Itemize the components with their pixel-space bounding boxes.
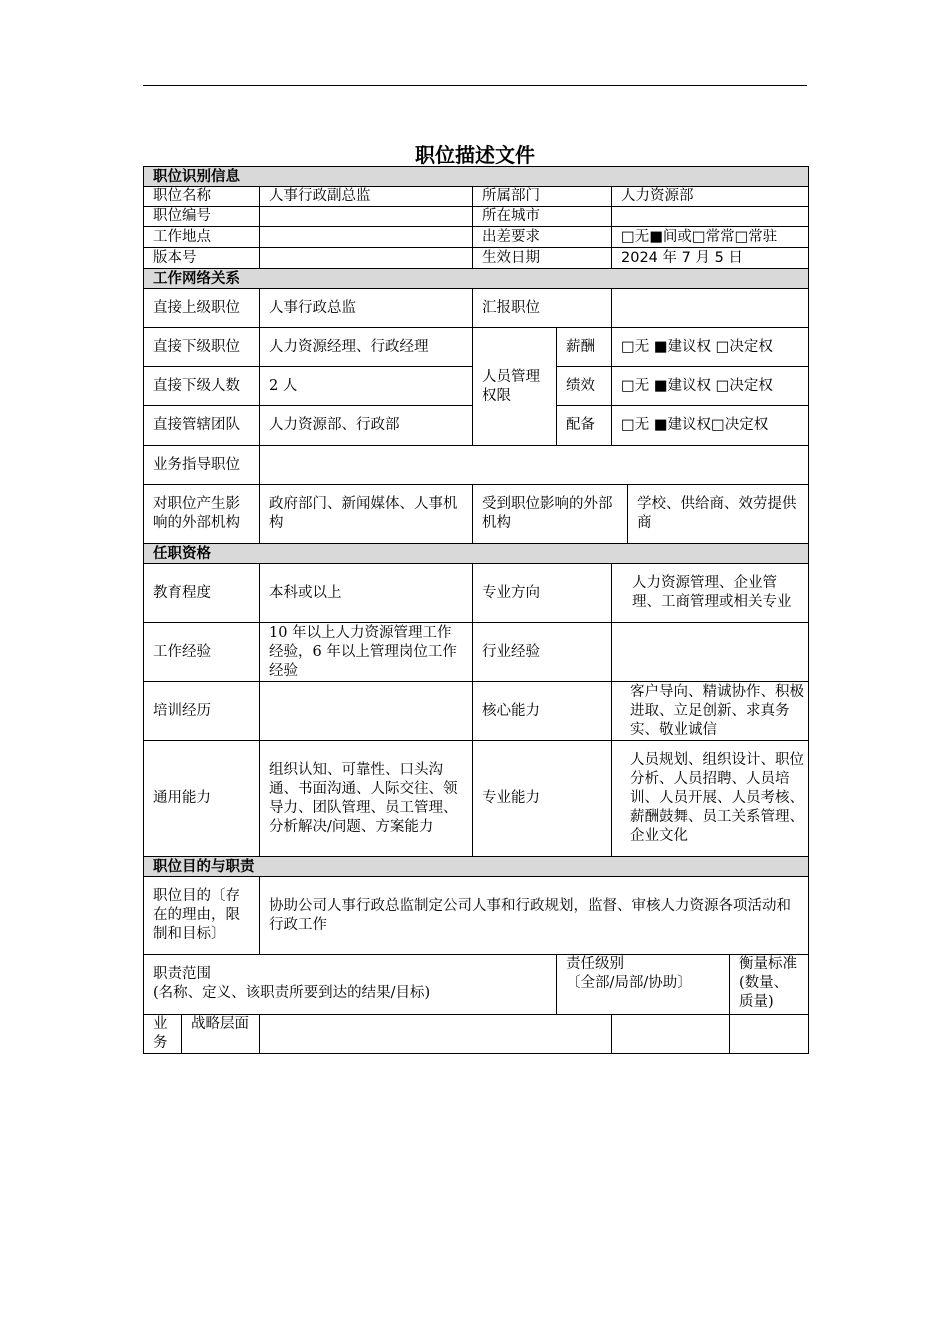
travel-label: 出差要求: [473, 227, 612, 248]
perf-auth: □无 ■建议权 □决定权: [612, 367, 809, 406]
direct-sub-value: 人力资源经理、行政经理: [260, 328, 473, 367]
major-label: 专业方向: [473, 564, 612, 623]
direct-sub-label: 直接下级职位: [144, 328, 260, 367]
section-purpose: 职位目的与职责: [144, 857, 809, 877]
work-location-value: [260, 227, 473, 248]
core-value: 客户导向、精诚协作、积极进取、立足创新、求真务实、敬业诚信: [612, 682, 809, 741]
ext-affected-label: 受到职位影响的外部机构: [473, 485, 628, 544]
sub-count-label: 直接下级人数: [144, 367, 260, 406]
industry-value: [612, 623, 809, 682]
purpose-label: 职位目的〔存在的理由，限制和目标〕: [144, 877, 260, 955]
staff-mgmt-label: 人员管理权限: [473, 328, 557, 446]
education-label: 教育程度: [144, 564, 260, 623]
scope-label: 职责范围: [153, 966, 211, 982]
salary-label: 薪酬: [557, 328, 612, 367]
industry-label: 行业经验: [473, 623, 612, 682]
section-network: 工作网络关系: [144, 269, 809, 289]
education-value: 本科或以上: [260, 564, 473, 623]
ext-affected-value: 学校、供给商、效劳提供商: [628, 485, 809, 544]
level-sub: 〔全部/局部/协助〕: [566, 975, 692, 991]
strategy-measure-cell: [730, 1015, 809, 1054]
guidance-value: [260, 446, 809, 485]
staffing-auth: □无 ■建议权□决定权: [612, 406, 809, 446]
level-header: [557, 955, 730, 1015]
training-label: 培训经历: [144, 682, 260, 741]
position-code-value: [260, 207, 473, 227]
ext-affect-value: 政府部门、新闻媒体、人事机构: [260, 485, 473, 544]
experience-value: 10 年以上人力资源管理工作经验，6 年以上管理岗位工作经验: [260, 623, 473, 682]
work-location-label: 工作地点: [144, 227, 260, 248]
scope-sub: (名称、定义、该职责所要到达的结果/目标): [153, 985, 431, 1001]
staffing-label: 配备: [557, 406, 612, 446]
effective-date-value: 2024 年 7 月 5 日: [612, 248, 809, 269]
job-description-table: [143, 166, 809, 1054]
version-label: 版本号: [144, 248, 260, 269]
team-label: 直接管辖团队: [144, 406, 260, 446]
section-qualification: 任职资格: [144, 544, 809, 564]
travel-value: □无■间或□常常□常驻: [612, 227, 809, 248]
effective-date-label: 生效日期: [473, 248, 612, 269]
scope-header: [144, 955, 557, 1015]
strategy-scope-cell: [260, 1015, 612, 1054]
training-value: [260, 682, 473, 741]
report-value: [612, 289, 809, 328]
experience-label: 工作经验: [144, 623, 260, 682]
general-value: 组织认知、可靠性、口头沟通、书面沟通、人际交往、领导力、团队管理、员工管理、分析解决/问题、方案能力: [260, 741, 473, 857]
guidance-label: 业务指导职位: [144, 446, 260, 485]
section-identification: 职位识别信息: [144, 167, 809, 187]
professional-label: 专业能力: [473, 741, 612, 857]
direct-superior-value: 人事行政总监: [260, 289, 473, 328]
position-name-value: 人事行政副总监: [260, 187, 473, 207]
department-value: 人力资源部: [612, 187, 809, 207]
document-title: 职位描述文件: [415, 143, 535, 167]
measure-label: 衡量标准(数量、质量): [730, 955, 809, 1015]
major-value: 人力资源管理、企业管理、工商管理或相关专业: [612, 564, 809, 623]
ext-affect-label: 对职位产生影响的外部机构: [144, 485, 260, 544]
position-name-label: 职位名称: [144, 187, 260, 207]
direct-superior-label: 直接上级职位: [144, 289, 260, 328]
salary-auth: □无 ■建议权 □决定权: [612, 328, 809, 367]
city-value: [612, 207, 809, 227]
purpose-value: 协助公司人事行政总监制定公司人事和行政规划，监督、审核人力资源各项活动和行政工作: [260, 877, 809, 955]
professional-value: 人员规划、组织设计、职位分析、人员招聘、人员培训、人员开展、人员考核、薪酬鼓舞、员工关系管理、企业文化: [612, 741, 809, 857]
department-label: 所属部门: [473, 187, 612, 207]
core-label: 核心能力: [473, 682, 612, 741]
position-code-label: 职位编号: [144, 207, 260, 227]
version-value: [260, 248, 473, 269]
strategy-label: 战略层面: [182, 1015, 260, 1054]
report-label: 汇报职位: [473, 289, 612, 328]
level-label: 责任级别: [566, 956, 624, 972]
perf-label: 绩效: [557, 367, 612, 406]
general-label: 通用能力: [144, 741, 260, 857]
header-rule: [143, 85, 807, 86]
city-label: 所在城市: [473, 207, 612, 227]
business-label: 业务: [144, 1015, 182, 1054]
strategy-level-cell: [612, 1015, 730, 1054]
team-value: 人力资源部、行政部: [260, 406, 473, 446]
sub-count-value: 2 人: [260, 367, 473, 406]
